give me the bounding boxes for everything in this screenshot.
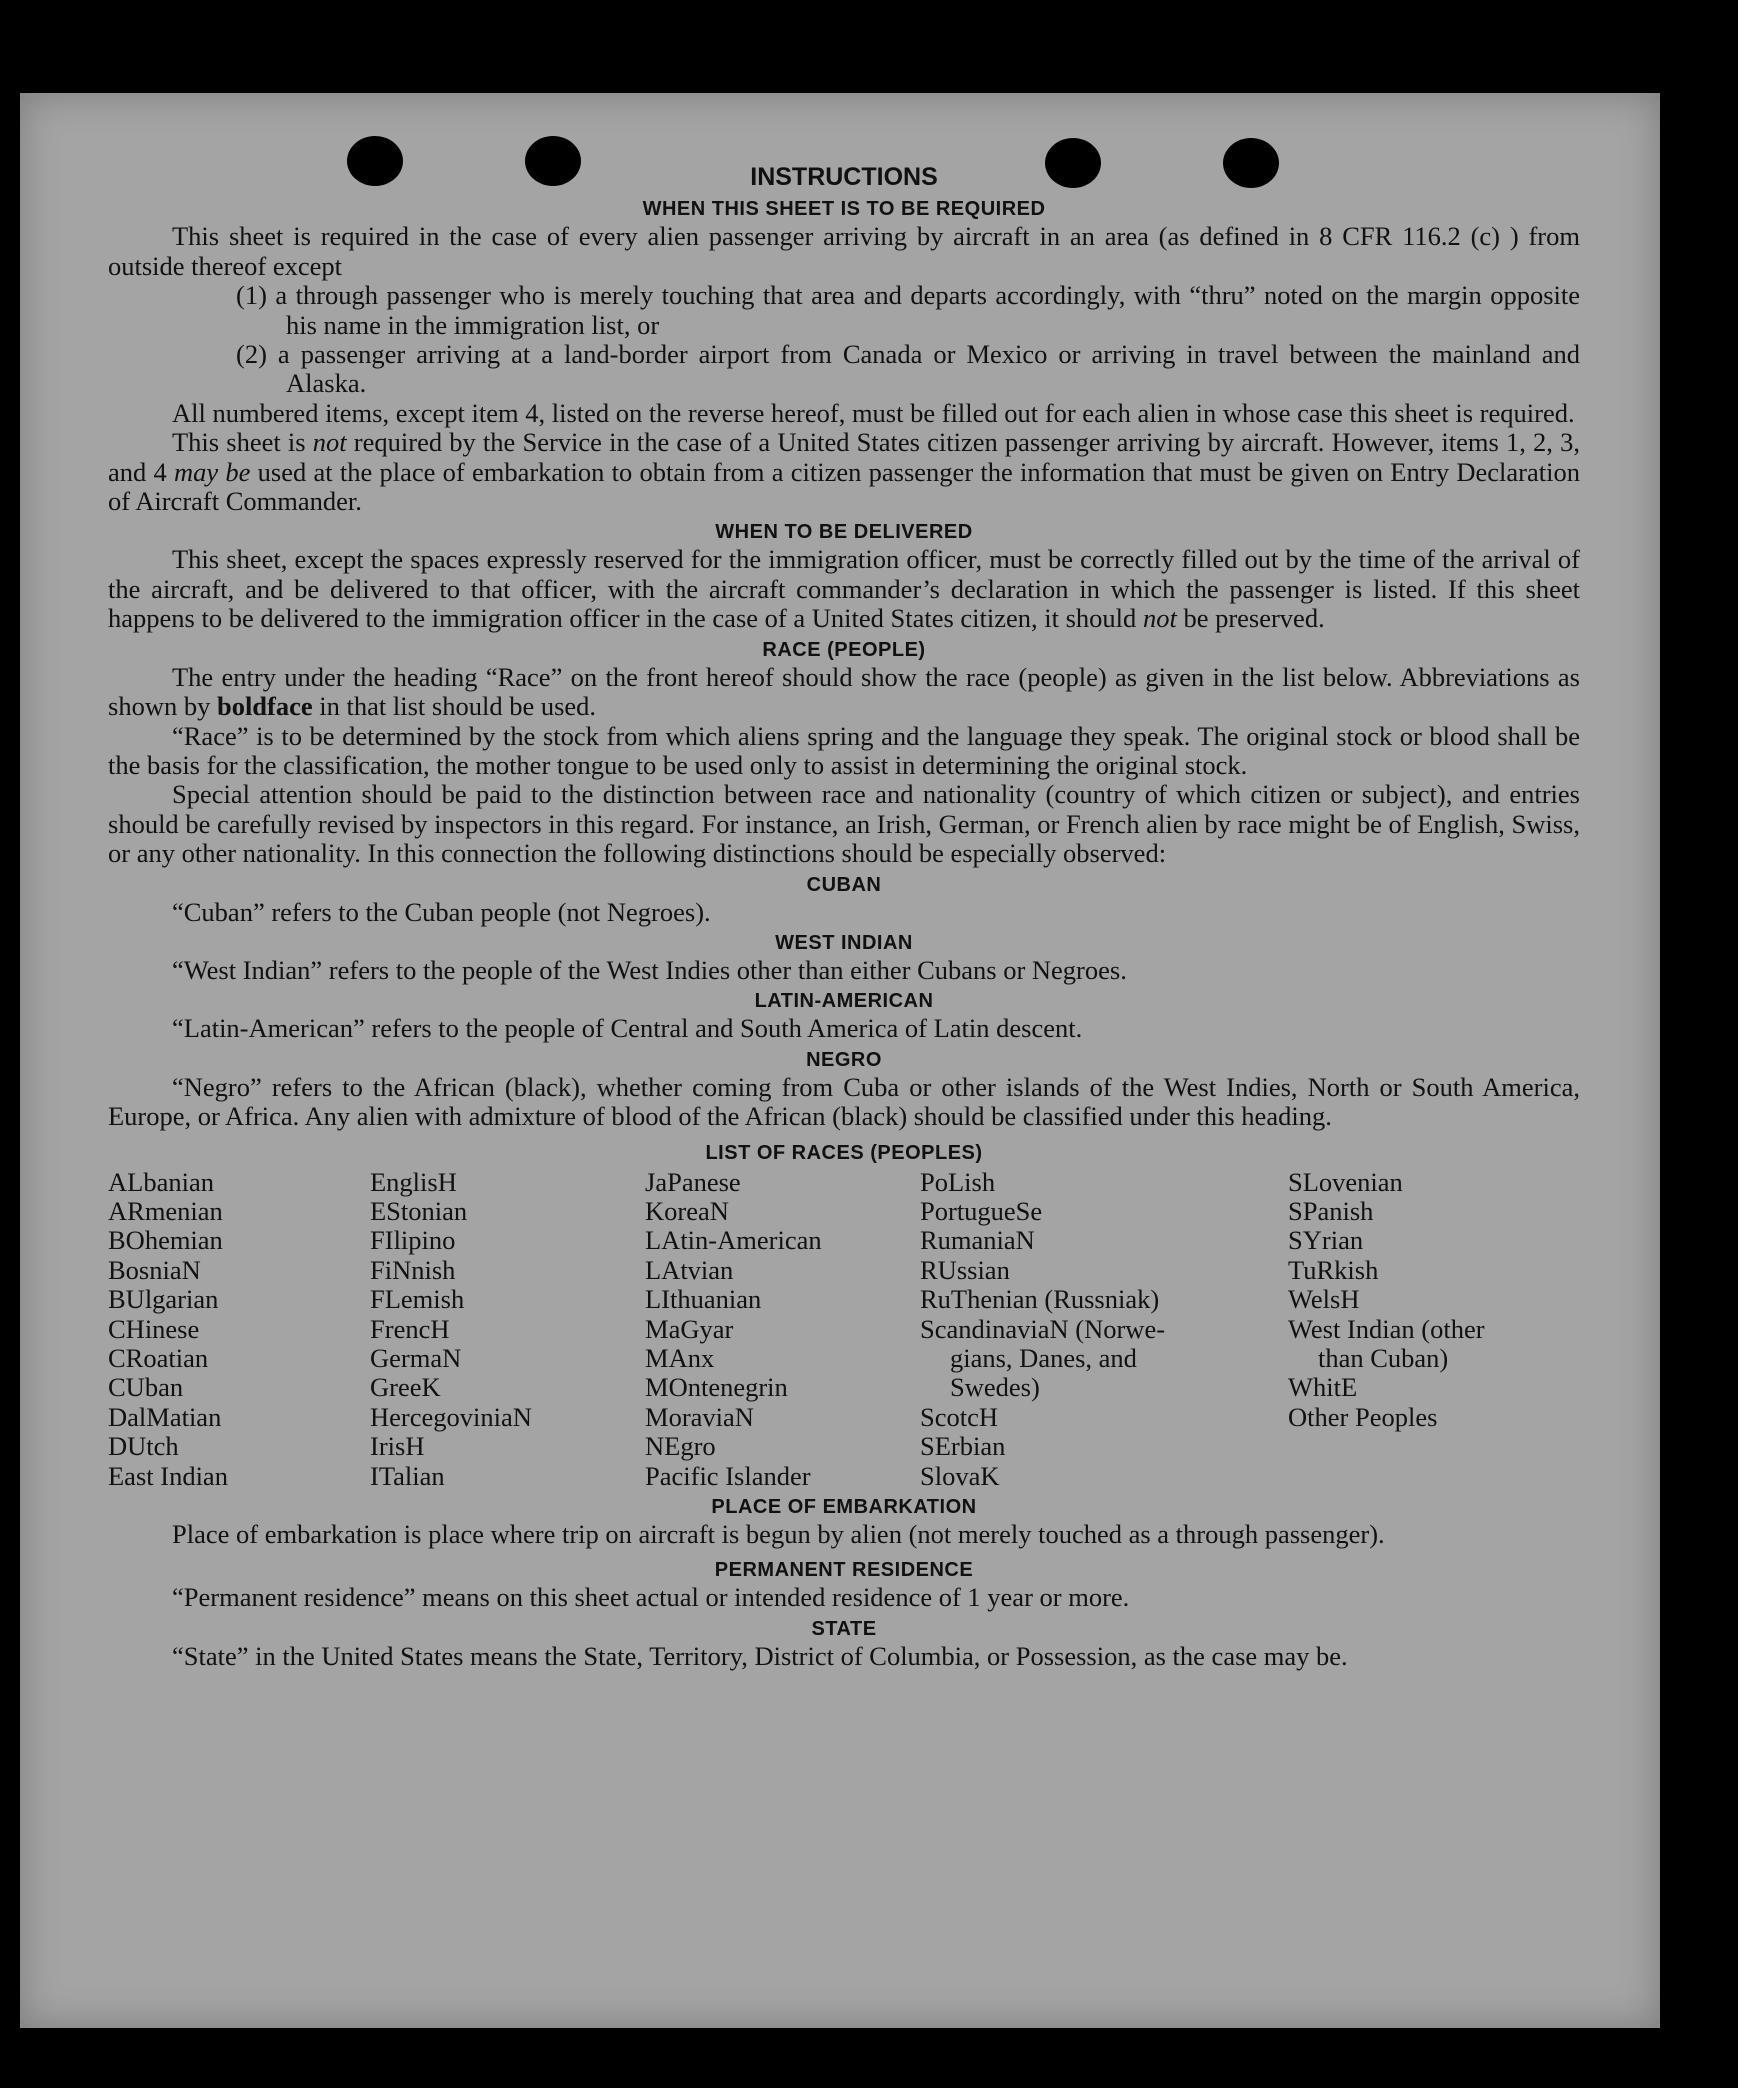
heading-negro: NEGRO xyxy=(806,1048,882,1071)
race-entry: DalMatian xyxy=(108,1401,222,1432)
race-entry: RumaniaN xyxy=(920,1225,1035,1256)
race-entry: CHinese xyxy=(108,1313,200,1344)
race-entry: Other Peoples xyxy=(1288,1401,1438,1432)
heading-cuban: CUBAN xyxy=(806,873,882,896)
race-entry: ScandinaviaN (Norwe- xyxy=(920,1313,1166,1344)
race-entry-continued: than Cuban) xyxy=(1318,1343,1449,1373)
paragraph: “Negro” refers to the African (black), whether coming from Cuba or other islands of the West Indies, North or South America, Europe, or Africa. Any alien with admixture of blood of the African (black) should be classified under this heading. xyxy=(108,1071,1580,1132)
race-entry: FIlipino xyxy=(370,1225,456,1256)
instructions-content xyxy=(108,163,1580,1671)
race-entry: PoLish xyxy=(920,1166,996,1197)
heading-state: STATE xyxy=(811,1617,877,1640)
heading-west-indian: WEST INDIAN xyxy=(775,931,913,954)
race-entry: SErbian xyxy=(920,1431,1006,1462)
race-entry: East Indian xyxy=(108,1460,228,1491)
heading-place-of-embarkation: PLACE OF EMBARKATION xyxy=(711,1496,977,1519)
paragraph: This sheet, except the spaces expressly reserved for the immigration officer, must be correctly filled out by the time of the arrival of the aircraft, and be delivered to that officer, with the aircraft commander’s declaration in which the passenger is listed. If this sheet happens to be delivered to the immigration officer in the case of a United States citizen, it should not be preserved. xyxy=(108,544,1580,634)
race-entry: GermaN xyxy=(370,1343,462,1373)
race-entry: LAtin-American xyxy=(645,1225,822,1256)
list-item: (2) a passenger arriving at a land-border airport from Canada or Mexico or arriving in travel between the mainland and Alaska. xyxy=(236,339,1580,399)
heading-when-delivered: WHEN TO BE DELIVERED xyxy=(715,521,973,544)
races-list xyxy=(108,1168,1580,1491)
race-entry: IrisH xyxy=(370,1431,425,1462)
document-sheet xyxy=(20,93,1660,2028)
paragraph: “Latin-American” refers to the people of Central and South America of Latin descent. xyxy=(172,1013,1083,1044)
list-item: (1) a through passenger who is merely touching that area and departs accordingly, with “thru” noted on the margin opposite his name in the immigration list, or xyxy=(236,280,1580,340)
paragraph: “West Indian” refers to the people of the West Indies other than either Cubans or Negroes. xyxy=(172,954,1127,985)
paragraph: The entry under the heading “Race” on the front hereof should show the race (people) as given in the list below. Abbreviations as shown by boldface in that list should be used. xyxy=(108,661,1580,722)
paragraph: “Permanent residence” means on this sheet actual or intended residence of 1 year or more. xyxy=(172,1582,1130,1613)
race-entry: WelsH xyxy=(1288,1284,1360,1315)
race-entry: MaGyar xyxy=(645,1313,734,1344)
race-entry: CUban xyxy=(108,1372,184,1403)
race-entry: TuRkish xyxy=(1288,1254,1379,1285)
paragraph: This sheet is required in the case of every alien passenger arriving by aircraft in an area (as defined in 8 CFR 116.2 (c) ) from outside thereof except xyxy=(108,221,1580,281)
paragraph: “Cuban” refers to the Cuban people (not Negroes). xyxy=(172,896,711,927)
paragraph: Place of embarkation is place where trip on aircraft is begun by alien (not merely touched as a through passenger). xyxy=(172,1519,1385,1550)
races-column-1 xyxy=(108,1168,370,1491)
race-entry: MAnx xyxy=(645,1343,715,1373)
race-entry: DUtch xyxy=(108,1431,179,1462)
race-entry: EStonian xyxy=(370,1195,468,1226)
race-entry: West Indian (other xyxy=(1288,1313,1485,1344)
race-entry: JaPanese xyxy=(645,1166,741,1197)
race-entry: CRoatian xyxy=(108,1343,209,1373)
race-entry: BOhemian xyxy=(108,1225,223,1256)
race-entry: SlovaK xyxy=(920,1460,1000,1491)
heading-permanent-residence: PERMANENT RESIDENCE xyxy=(714,1559,974,1582)
race-entry: ALbanian xyxy=(108,1166,214,1197)
race-entry: FrencH xyxy=(370,1313,450,1344)
race-entry: MoraviaN xyxy=(645,1401,754,1432)
heading-when-required: WHEN THIS SHEET IS TO BE REQUIRED xyxy=(642,198,1046,221)
paragraph: This sheet is not required by the Service in the case of a United States citizen passenger arriving by aircraft. However, items 1, 2, 3, and 4 may be used at the place of embarkation to obtain from a citizen passenger the information that must be given on Entry Declaration of Aircraft Commander. xyxy=(108,427,1580,517)
race-entry: WhitE xyxy=(1288,1372,1358,1403)
races-column-3 xyxy=(645,1168,920,1491)
race-entry: EnglisH xyxy=(370,1166,457,1197)
heading-race: RACE (PEOPLE) xyxy=(762,638,926,661)
race-entry: GreeK xyxy=(370,1372,441,1403)
race-entry: ITalian xyxy=(370,1460,445,1491)
race-entry-continued: gians, Danes, and xyxy=(950,1343,1137,1373)
races-column-4 xyxy=(920,1168,1288,1491)
paragraph: Special attention should be paid to the distinction between race and nationality (country of which citizen or subject), and entries should be carefully revised by inspectors in this regard. For instance, an Irish, German, or French alien by race might be of English, Swiss, or any other nationality. In this connection the following distinctions should be especially observed: xyxy=(108,779,1580,869)
race-entry: ScotcH xyxy=(920,1401,999,1432)
races-column-5 xyxy=(1288,1168,1580,1491)
races-column-2 xyxy=(370,1168,645,1491)
heading-latin-american: LATIN-AMERICAN xyxy=(754,990,934,1013)
heading-list-of-races: LIST OF RACES (PEOPLES) xyxy=(705,1141,983,1164)
race-entry: LIthuanian xyxy=(645,1284,762,1315)
race-entry: Pacific Islander xyxy=(645,1460,811,1491)
race-entry: MOntenegrin xyxy=(645,1372,788,1403)
race-entry: RUssian xyxy=(920,1254,1010,1285)
race-entry: RuThenian (Russniak) xyxy=(920,1284,1160,1315)
race-entry: PortugueSe xyxy=(920,1195,1043,1226)
race-entry: ARmenian xyxy=(108,1195,223,1226)
race-entry-continued: Swedes) xyxy=(950,1372,1040,1403)
race-entry: FLemish xyxy=(370,1284,465,1315)
paragraph: “Race” is to be determined by the stock from which aliens spring and the language they speak. The original stock or blood shall be the basis for the classification, the mother tongue to be used only to assist in determining the original stock. xyxy=(108,720,1580,780)
paragraph: “State” in the United States means the State, Territory, District of Columbia, or Possession, as the case may be. xyxy=(172,1640,1348,1671)
race-entry: LAtvian xyxy=(645,1254,734,1285)
race-entry: NEgro xyxy=(645,1431,716,1462)
race-entry: HercegoviniaN xyxy=(370,1401,532,1432)
paragraph: All numbered items, except item 4, listed on the reverse hereof, must be filled out for each alien in whose case this sheet is required. xyxy=(172,397,1575,428)
page-title: INSTRUCTIONS xyxy=(750,163,938,191)
race-entry: SLovenian xyxy=(1288,1166,1403,1197)
race-entry: SPanish xyxy=(1288,1195,1374,1226)
race-entry: KoreaN xyxy=(645,1195,729,1226)
race-entry: FiNnish xyxy=(370,1254,456,1285)
race-entry: SYrian xyxy=(1288,1225,1364,1256)
race-entry: BosniaN xyxy=(108,1254,201,1285)
race-entry: BUlgarian xyxy=(108,1284,219,1315)
